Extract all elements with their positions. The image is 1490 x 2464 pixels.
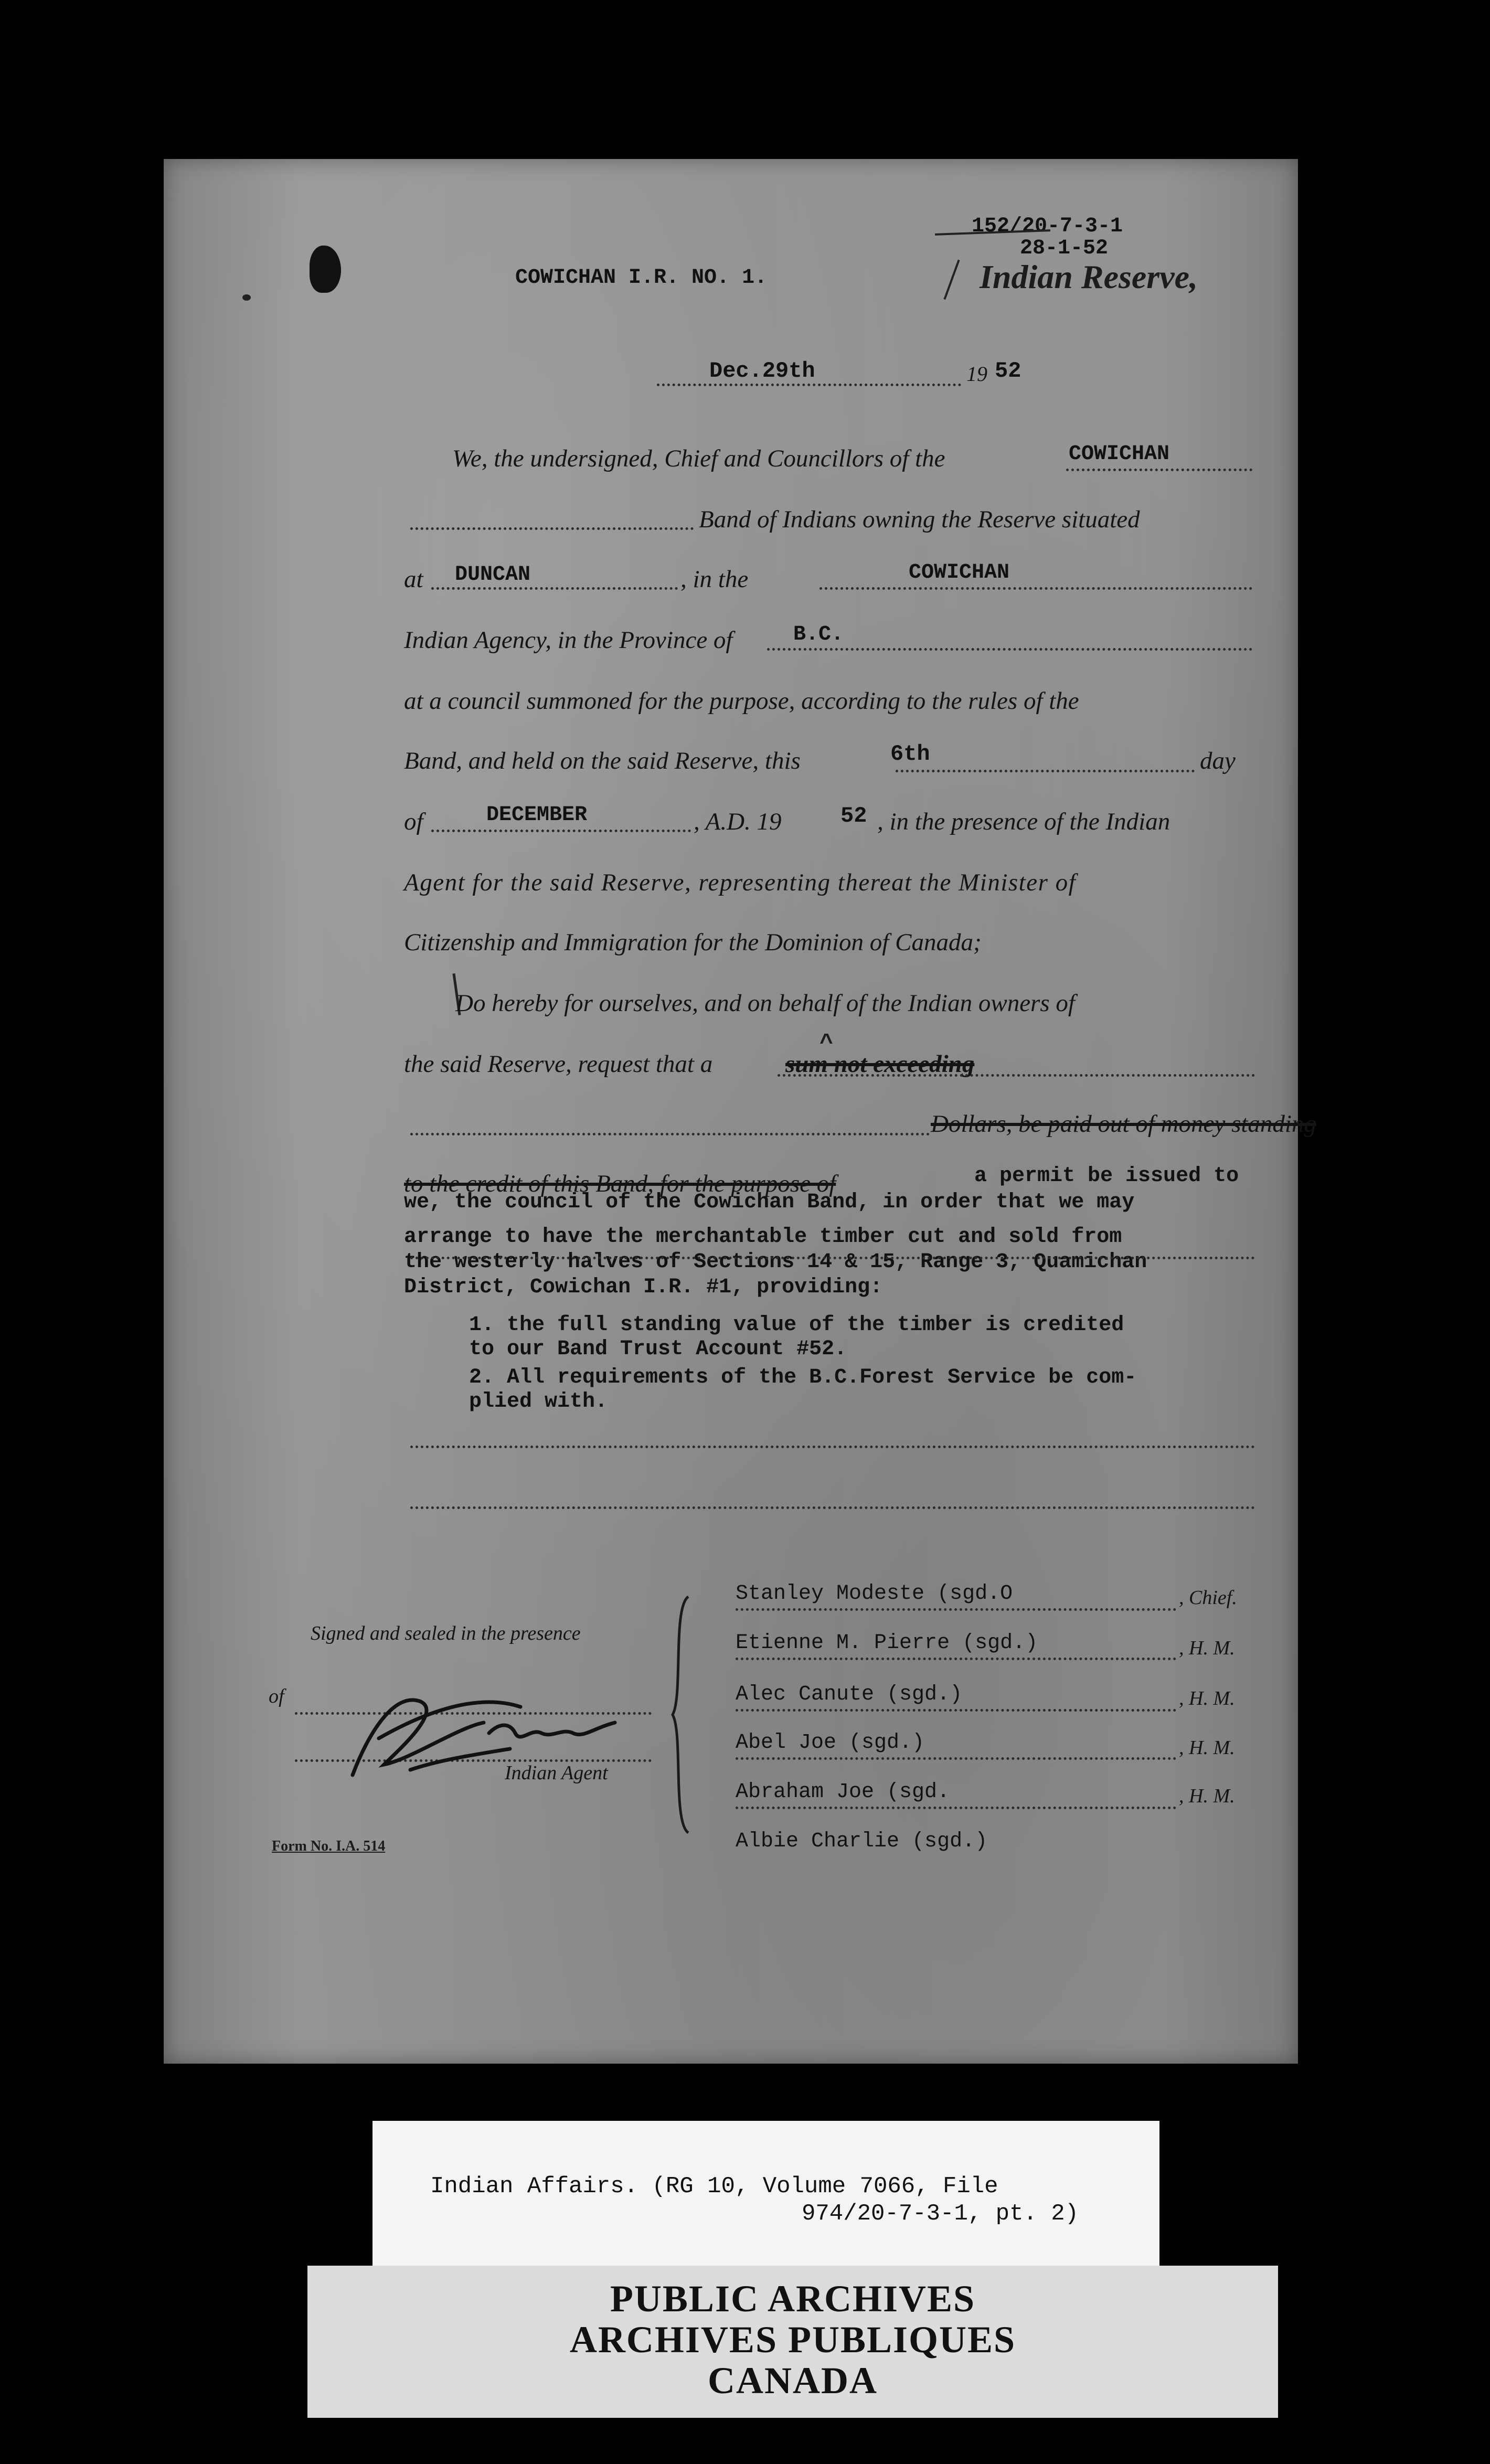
body-line-2: Band of Indians owning the Reserve situated [699, 506, 1140, 533]
signer-1-name: Stanley Modeste (sgd.O [736, 1582, 1013, 1606]
year-prefix: 19 [966, 362, 987, 386]
indian-agent-label: Indian Agent [505, 1762, 608, 1784]
province-line [767, 648, 1252, 651]
signer-5-line [736, 1807, 1176, 1809]
agent-signature [321, 1670, 646, 1791]
dollars-line-leader [410, 1133, 930, 1135]
body-line-5: at a council summoned for the purpose, according to the rules of the [404, 687, 1079, 715]
typed-line-3: the westerly halves of Sections 14 & 15, Range 3, Quamichan [404, 1250, 1147, 1274]
body-line-10: Do hereby for ourselves, and on behalf of the Indian owners of [455, 990, 1075, 1017]
band-name: COWICHAN [1069, 442, 1170, 466]
condition-line-3: 2. All requirements of the B.C.Forest Service be com- [469, 1366, 1137, 1389]
of-label: of [404, 808, 423, 835]
archive-line-2: ARCHIVES PUBLIQUES [569, 2319, 1016, 2361]
day-value: 6th [890, 741, 930, 767]
signer-6-name: Albie Charlie (sgd.) [736, 1830, 988, 1853]
signer-5-name: Abraham Joe (sgd. [736, 1780, 950, 1804]
struck-sum: sum not exceeding [785, 1050, 975, 1078]
body-line-4: Indian Agency, in the Province of [404, 626, 733, 654]
body-line-7-rest: , in the presence of the Indian [877, 808, 1170, 835]
year-value: 52 [995, 358, 1021, 384]
at-value: DUNCAN [455, 563, 531, 587]
day-label: day [1200, 747, 1236, 774]
blank-line-2 [410, 1446, 1255, 1448]
month-value: DECEMBER [486, 803, 588, 827]
reserve-suffix: Indian Reserve, [980, 258, 1198, 295]
typed-line-2: arrange to have the merchantable timber cut and sold from [404, 1225, 1122, 1249]
signature-bracket [667, 1591, 699, 1838]
signer-1-line [736, 1608, 1176, 1611]
public-archives-stamp [307, 2266, 1278, 2418]
caret-mark: ^ [820, 1029, 833, 1055]
ink-blot [310, 246, 341, 293]
condition-line-1: 1. the full standing value of the timber is credited [469, 1313, 1124, 1337]
signer-4-line [736, 1757, 1176, 1760]
sum-line [778, 1074, 1255, 1077]
signer-2-name: Etienne M. Pierre (sgd.) [736, 1631, 1038, 1655]
signer-1-role: , Chief. [1179, 1587, 1237, 1609]
agency-value: COWICHAN [909, 561, 1010, 585]
ad-year-value: 52 [840, 803, 867, 829]
struck-dollars: Dollars, be paid out of money standing [931, 1110, 1316, 1138]
typed-intro: a permit be issued to [974, 1164, 1239, 1188]
month-line [431, 830, 691, 832]
signer-3-line [736, 1709, 1176, 1712]
signer-4-role: , H. M. [1179, 1737, 1235, 1759]
in-the-label: , in the [680, 566, 749, 593]
signer-5-role: , H. M. [1179, 1785, 1235, 1807]
day-line [896, 770, 1195, 772]
struck-credit: to the credit of this Band, for the purpose of [404, 1170, 836, 1197]
signer-3-name: Alec Canute (sgd.) [736, 1683, 963, 1706]
at-line [431, 587, 678, 590]
typed-line-1: we, the council of the Cowichan Band, in order that we may [404, 1191, 1135, 1214]
label-line-2: 974/20-7-3-1, pt. 2) [802, 2201, 1079, 2227]
reserve-name: COWICHAN I.R. NO. 1. [515, 266, 768, 290]
typed-line-4: District, Cowichan I.R. #1, providing: [404, 1276, 883, 1299]
signer-2-role: , H. M. [1179, 1637, 1235, 1659]
signer-2-line [736, 1658, 1176, 1660]
body-line-1: We, the undersigned, Chief and Councillors of the [452, 445, 945, 472]
at-label: at [404, 566, 423, 593]
file-number-2: 28-1-52 [1020, 237, 1109, 260]
signed-sealed-label: Signed and sealed in the presence [311, 1622, 581, 1644]
form-number: Form No. I.A. 514 [272, 1838, 386, 1854]
body-line-6: Band, and held on the said Reserve, this [404, 747, 801, 774]
ink-speck [242, 294, 251, 301]
condition-line-2: to our Band Trust Account #52. [469, 1337, 847, 1361]
archive-reference-label [372, 2121, 1159, 2280]
date-value: Dec.29th [709, 358, 815, 384]
province-value: B.C. [793, 623, 844, 646]
signer-4-name: Abel Joe (sgd.) [736, 1731, 925, 1755]
date-line [657, 384, 961, 386]
body-line-9: Citizenship and Immigration for the Dominion of Canada; [404, 929, 982, 956]
archive-line-1: PUBLIC ARCHIVES [610, 2278, 976, 2320]
document-page [164, 159, 1316, 2064]
signed-of-label: of [269, 1685, 284, 1707]
body-line-11: the said Reserve, request that a [404, 1050, 713, 1078]
ad-label: , A.D. 19 [694, 808, 782, 835]
agency-line [820, 587, 1252, 590]
condition-line-4: plied with. [469, 1390, 608, 1414]
body-line-8: Agent for the said Reserve, representing thereat the Minister of [404, 869, 1077, 896]
archive-line-3: CANADA [708, 2360, 878, 2402]
file-number-1: 152/20-7-3-1 [972, 215, 1123, 238]
band-line-leader [410, 527, 694, 530]
blank-line-3 [410, 1506, 1255, 1509]
signer-3-role: , H. M. [1179, 1687, 1235, 1709]
header-slash [943, 260, 960, 300]
band-name-line [1066, 469, 1252, 471]
label-line-1: Indian Affairs. (RG 10, Volume 7066, File [430, 2173, 998, 2200]
blank-line-1 [410, 1257, 1255, 1259]
